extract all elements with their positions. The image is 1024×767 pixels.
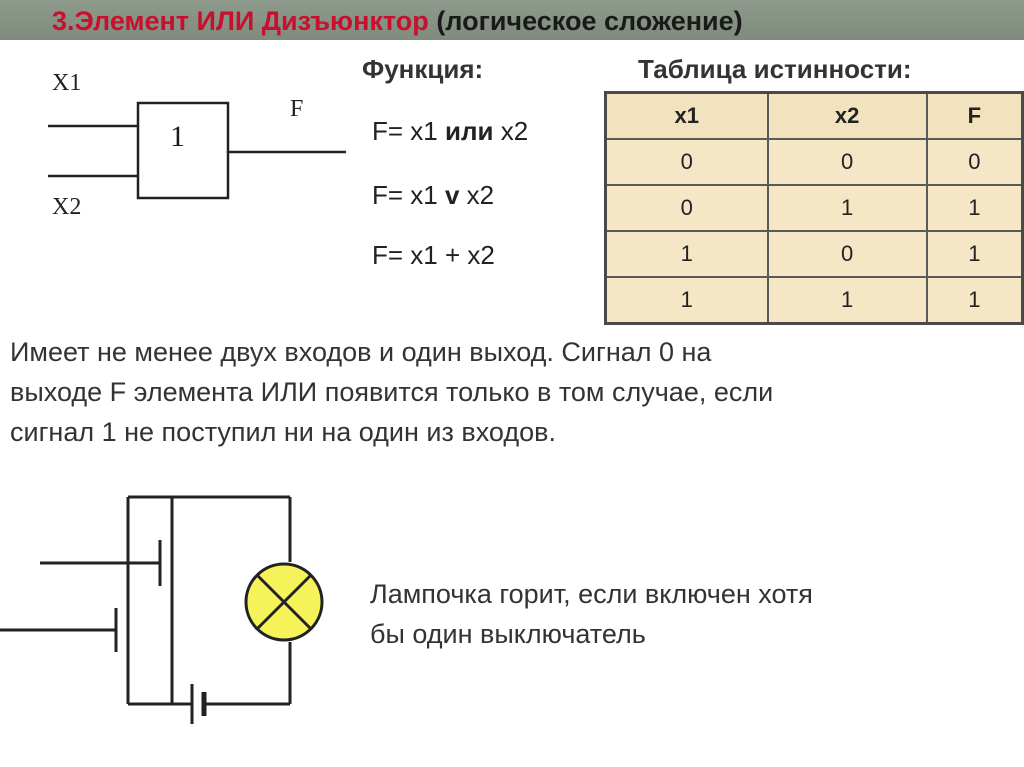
lamp-caption-line: бы один выключатель	[370, 619, 646, 649]
table-row	[606, 185, 1023, 231]
table-cell: 0	[606, 185, 768, 231]
title-main: 3.Элемент ИЛИ Дизъюнктор	[52, 6, 429, 36]
table-cell: 1	[606, 231, 768, 277]
truth-table-heading: Таблица истинности:	[638, 54, 912, 84]
description-line: Имеет не менее двух входов и один выход. Сигнал 0 на	[10, 337, 712, 367]
description-line: сигнал 1 не поступил ни на один из входов.	[10, 417, 556, 447]
gate-output-label: F	[290, 96, 304, 122]
header-x1: x1	[606, 93, 768, 140]
formula-or-symbol: F= x1 v x2	[372, 180, 495, 210]
description-paragraph	[10, 332, 773, 452]
header-f: F	[927, 93, 1023, 140]
lamp-caption	[370, 574, 813, 654]
table-cell: 1	[927, 231, 1023, 277]
header-x2: x2	[768, 93, 927, 140]
function-heading: Функция:	[362, 54, 484, 84]
table-cell: 1	[768, 277, 927, 324]
table-cell: 0	[606, 139, 768, 185]
formula-plus: F= x1 + x2	[372, 240, 495, 270]
gate-symbol: 1	[170, 120, 185, 153]
description-line: выходе F элемента ИЛИ появится только в том случае, если	[10, 377, 774, 407]
table-cell: 0	[768, 139, 927, 185]
formula-or-word: F= x1 или x2	[372, 116, 529, 146]
table-cell: 1	[927, 185, 1023, 231]
table-cell: 1	[606, 277, 768, 324]
title-subtitle: (логическое сложение)	[436, 6, 743, 36]
table-cell: 0	[927, 139, 1023, 185]
gate-input1-label: X1	[52, 70, 82, 96]
lamp	[246, 564, 322, 640]
table-cell: 1	[927, 277, 1023, 324]
gate-input2-label: X2	[52, 194, 82, 220]
table-row	[606, 231, 1023, 277]
truth-table	[604, 91, 1024, 325]
table-cell: 1	[768, 185, 927, 231]
table-row	[606, 277, 1023, 324]
lamp-caption-line: Лампочка горит, если включен хотя	[370, 579, 813, 609]
table-row	[606, 139, 1023, 185]
table-cell: 0	[768, 231, 927, 277]
table-header-row	[606, 93, 1023, 140]
